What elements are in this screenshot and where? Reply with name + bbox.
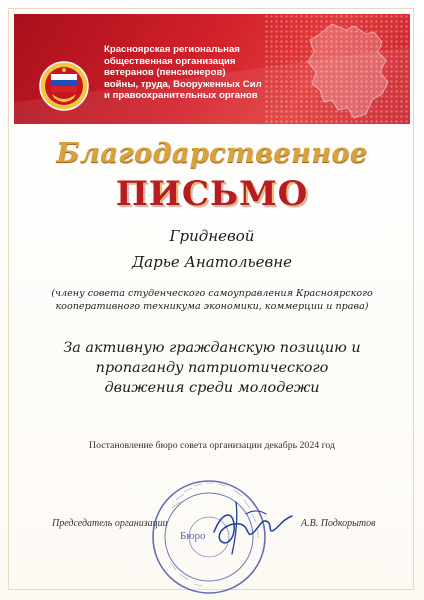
- recipient-role: [40, 287, 384, 313]
- org-name-line: ветеранов (пенсионеров): [104, 67, 226, 79]
- reason-line: За активную гражданскую позицию и: [63, 340, 361, 356]
- title-main: ПИСЬМО: [115, 174, 309, 214]
- award-reason: [30, 338, 394, 398]
- handwritten-signature: [206, 492, 298, 558]
- reason-line: движения среди молодежи: [104, 380, 320, 396]
- recipient-surname: Гридневой: [169, 227, 255, 245]
- org-name-line: общественная организация: [104, 55, 236, 67]
- signer-title: Председатель организации: [52, 518, 168, 529]
- header-banner: [14, 14, 410, 124]
- role-line: кооперативного техникума экономики, коммерции и права): [55, 301, 369, 312]
- org-name-line: войны, труда, Вооруженных Сил: [104, 78, 262, 90]
- organization-name: [104, 44, 404, 102]
- role-line: (члену совета студенческого самоуправления Красноярского: [51, 288, 373, 299]
- stamp-label: Бюро: [180, 530, 206, 542]
- org-name-line: и правоохранительных органов: [104, 90, 258, 102]
- resolution-note: Постановление бюро совета организации декабрь 2024 год: [89, 440, 335, 451]
- veterans-emblem-icon: [38, 60, 90, 112]
- org-name-line: Красноярская региональная: [104, 44, 240, 55]
- title-script: Благодарственное: [56, 138, 368, 169]
- reason-line: пропаганду патриотического: [95, 360, 329, 376]
- recipient-given-names: Дарье Анатольевне: [131, 253, 293, 271]
- signer-name: А.В. Подкорытов: [301, 518, 376, 529]
